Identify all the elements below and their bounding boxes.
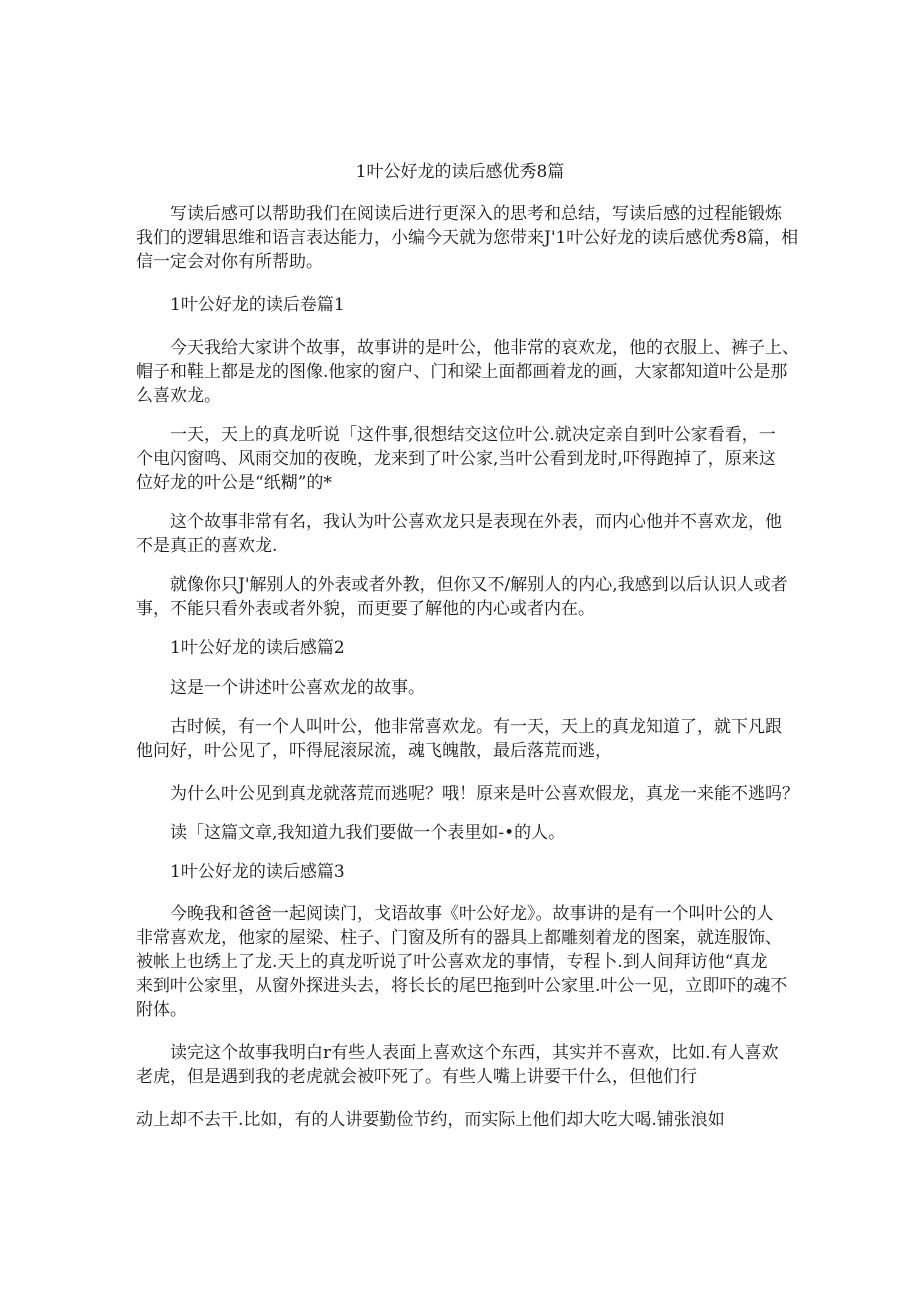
paragraph-line: 为什么叶公见到真龙就落荒而逃呢？哦！原来是叶公喜欢假龙，真龙一来能不逃吗？: [136, 784, 799, 804]
paragraph-line: 非常喜欢龙，他家的屋梁、柱子、门窗及所有的器具上都雕刻着龙的图案，就连服饰、: [136, 928, 782, 948]
paragraph-line: 老虎，但是遇到我的老虎就会被吓死了。有些人嘴上讲要干什么，但他们行: [136, 1067, 697, 1087]
paragraph-line: 他问好，叶公见了，吓得屁滚尿流，魂飞魄散，最后落荒而逃，: [136, 741, 612, 761]
paragraph-line: 古时候，有一个人叫叶公，他非常喜欢龙。有一天，天上的真龙知道了，就下凡跟: [136, 717, 782, 737]
section-heading: 1叶公好龙的读后感篇3: [136, 862, 345, 882]
section-heading: 1叶公好龙的读后卷篇1: [136, 295, 345, 315]
paragraph-line: 读「这篇文章,我知道九我们要做一个表里如-•的人。: [136, 823, 566, 843]
paragraph-line: 事，不能只看外表或者外貌，而更要了解他的内心或者内在。: [136, 599, 595, 619]
paragraph-line: 今晚我和爸爸一起阅读门，戈语故事《叶公好龙》。故事讲的是有一个叫叶公的人: [136, 904, 774, 924]
paragraph-line: 来到叶公家里，从窗外探进头去，将长长的尾巴拖到叶公家里.叶公一见，立即吓的魂不: [136, 976, 788, 996]
paragraph-line: 被帐上也绣上了龙.天上的真龙听说了叶公喜欢龙的事情，专程卜.到人间拜访他“真龙: [136, 952, 768, 972]
paragraph-line: 信一定会对你有所帮助。: [136, 252, 323, 272]
paragraph-line: 写读后感可以帮助我们在阅读后进行更深入的思考和总结，写读后感的过程能锻炼: [136, 204, 782, 224]
paragraph-line: 动上却不去干.比如，有的人讲要勤俭节约，而实际上他们却大吃大喝.铺张浪如: [136, 1110, 725, 1130]
paragraph-line: 我们的逻辑思维和语言表达能力，小编今天就为您带来J'1叶公好龙的读后感优秀8篇，相: [136, 228, 799, 248]
paragraph-line: 今天我给大家讲个故事，故事讲的是叶公，他非常的哀欢龙，他的衣服上、裤子上、: [136, 338, 799, 358]
paragraph-line: 不是真正的喜欢龙.: [136, 536, 278, 556]
paragraph-line: 一天，天上的真龙听说「这件事,很想结交这位叶公.就决定亲自到叶公家看看，一: [136, 425, 776, 445]
paragraph-line: 这个故事非常有名，我认为叶公喜欢龙只是表现在外表，而内心他并不喜欢龙，他: [136, 512, 782, 532]
paragraph-line: 附体。: [136, 1000, 187, 1020]
paragraph-line: 个电闪窗鸣、风雨交加的夜晚，龙来到了叶公家,当叶公看到龙时,吓得跑掉了，原来这: [136, 449, 776, 469]
paragraph-line: 读完这个故事我明白r有些人表面上喜欢这个东西，其实并不喜欢，比如.有人喜欢: [136, 1043, 779, 1063]
paragraph-line: 这是一个讲述叶公喜欢龙的故事。: [136, 678, 425, 698]
section-heading: 1叶公好龙的读后感篇2: [136, 638, 345, 658]
paragraph-line: 位好龙的叶公是“纸糊”的*: [136, 473, 332, 493]
paragraph-line: 就像你只J'解别人的外表或者外教，但你又不/解别人的内心,我感到以后认识人或者: [136, 575, 788, 595]
paragraph-line: 么喜欢龙。: [136, 386, 221, 406]
document-title: 1叶公好龙的读后感优秀8篇: [355, 162, 565, 182]
paragraph-line: 帽子和鞋上都是龙的图像.他家的窗户、门和梁上面都画着龙的画，大家都知道叶公是那: [136, 362, 788, 382]
